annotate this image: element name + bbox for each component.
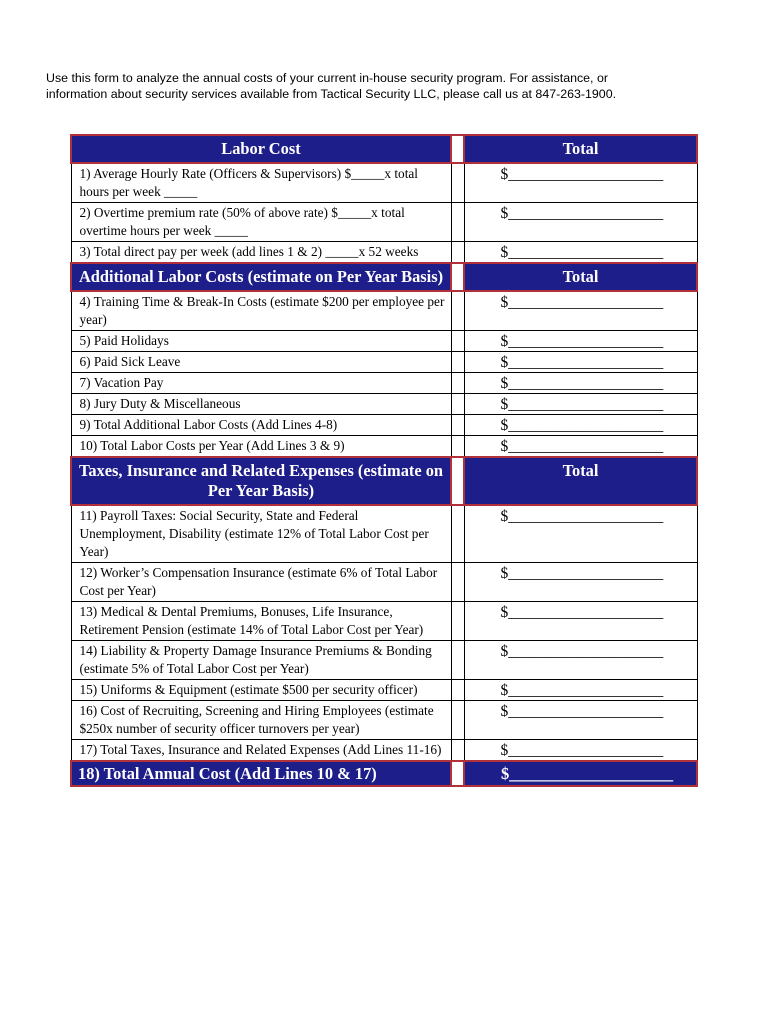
column-gap xyxy=(451,680,464,701)
column-gap xyxy=(451,331,464,352)
column-gap xyxy=(451,740,464,762)
form-row xyxy=(71,242,697,264)
column-gap xyxy=(451,641,464,680)
line-item-label: 5) Paid Holidays xyxy=(71,331,451,352)
intro-line-1: Use this form to analyze the annual costs of your current in-house security program. For assistance, or xyxy=(46,71,608,85)
grand-total-row xyxy=(71,761,697,786)
column-gap xyxy=(451,373,464,394)
form-row xyxy=(71,641,697,680)
amount-blank-field[interactable]: $____________________ xyxy=(464,740,697,762)
form-row xyxy=(71,563,697,602)
amount-blank-field[interactable]: $____________________ xyxy=(464,373,697,394)
total-column-header: Total xyxy=(464,457,697,505)
amount-blank-field[interactable]: $____________________ xyxy=(464,242,697,264)
amount-blank-field[interactable]: $____________________ xyxy=(464,203,697,242)
form-row xyxy=(71,680,697,701)
amount-blank-field[interactable]: $____________________ xyxy=(464,331,697,352)
section-title: Labor Cost xyxy=(71,135,451,163)
form-row xyxy=(71,331,697,352)
form-row xyxy=(71,352,697,373)
line-item-label: 16) Cost of Recruiting, Screening and Hiring Employees (estimate $250x number of security officer turnovers per year) xyxy=(71,701,451,740)
section-title: Taxes, Insurance and Related Expenses (estimate on Per Year Basis) xyxy=(71,457,451,505)
amount-blank-field[interactable]: $____________________ xyxy=(464,352,697,373)
column-gap xyxy=(451,761,464,786)
amount-blank-field[interactable]: $____________________ xyxy=(464,163,697,203)
amount-blank-field[interactable]: $____________________ xyxy=(464,394,697,415)
section-title: Additional Labor Costs (estimate on Per Year Basis) xyxy=(71,263,451,291)
form-row xyxy=(71,291,697,331)
form-row xyxy=(71,394,697,415)
column-gap xyxy=(451,352,464,373)
amount-blank-field[interactable]: $____________________ xyxy=(464,291,697,331)
line-item-label: 3) Total direct pay per week (add lines 1 & 2) _____x 52 weeks xyxy=(71,242,451,264)
column-gap xyxy=(451,563,464,602)
amount-blank-field[interactable]: $____________________ xyxy=(464,701,697,740)
line-item-label: 12) Worker’s Compensation Insurance (estimate 6% of Total Labor Cost per Year) xyxy=(71,563,451,602)
column-gap xyxy=(451,415,464,436)
line-item-label: 9) Total Additional Labor Costs (Add Lines 4-8) xyxy=(71,415,451,436)
column-gap xyxy=(451,263,464,291)
section-header xyxy=(71,135,697,163)
amount-blank-field[interactable]: $____________________ xyxy=(464,415,697,436)
column-gap xyxy=(451,242,464,264)
line-item-label: 1) Average Hourly Rate (Officers & Supervisors) $_____x total hours per week _____ xyxy=(71,163,451,203)
total-column-header: Total xyxy=(464,135,697,163)
line-item-label: 11) Payroll Taxes: Social Security, State and Federal Unemployment, Disability (estimate 12% of Total Labor Cost per Year) xyxy=(71,505,451,563)
line-item-label: 8) Jury Duty & Miscellaneous xyxy=(71,394,451,415)
amount-blank-field[interactable]: $____________________ xyxy=(464,680,697,701)
column-gap xyxy=(451,135,464,163)
line-item-label: 6) Paid Sick Leave xyxy=(71,352,451,373)
grand-total-amount-field[interactable]: $____________________ xyxy=(464,761,697,786)
form-row xyxy=(71,373,697,394)
line-item-label: 2) Overtime premium rate (50% of above rate) $_____x total overtime hours per week _____ xyxy=(71,203,451,242)
line-item-label: 14) Liability & Property Damage Insurance Premiums & Bonding (estimate 5% of Total Labor Cost per Year) xyxy=(71,641,451,680)
line-item-label: 7) Vacation Pay xyxy=(71,373,451,394)
line-item-label: 17) Total Taxes, Insurance and Related Expenses (Add Lines 11-16) xyxy=(71,740,451,762)
form-row xyxy=(71,505,697,563)
intro-text xyxy=(46,70,736,102)
column-gap xyxy=(451,394,464,415)
column-gap xyxy=(451,457,464,505)
line-item-label: 15) Uniforms & Equipment (estimate $500 per security officer) xyxy=(71,680,451,701)
section-header xyxy=(71,457,697,505)
form-row xyxy=(71,415,697,436)
line-item-label: 4) Training Time & Break-In Costs (estimate $200 per employee per year) xyxy=(71,291,451,331)
form-row xyxy=(71,163,697,203)
column-gap xyxy=(451,505,464,563)
amount-blank-field[interactable]: $____________________ xyxy=(464,505,697,563)
form-row xyxy=(71,602,697,641)
column-gap xyxy=(451,163,464,203)
amount-blank-field[interactable]: $____________________ xyxy=(464,563,697,602)
column-gap xyxy=(451,203,464,242)
grand-total-label: 18) Total Annual Cost (Add Lines 10 & 17) xyxy=(71,761,451,786)
total-column-header: Total xyxy=(464,263,697,291)
form-row xyxy=(71,701,697,740)
form-row xyxy=(71,740,697,762)
column-gap xyxy=(451,436,464,458)
column-gap xyxy=(451,602,464,641)
line-item-label: 10) Total Labor Costs per Year (Add Lines 3 & 9) xyxy=(71,436,451,458)
form-row xyxy=(71,436,697,458)
form-row xyxy=(71,203,697,242)
intro-line-2: information about security services available from Tactical Security LLC, please call us at 847-263-1900. xyxy=(46,87,617,101)
column-gap xyxy=(451,701,464,740)
cost-analysis-form xyxy=(70,134,698,787)
column-gap xyxy=(451,291,464,331)
amount-blank-field[interactable]: $____________________ xyxy=(464,641,697,680)
line-item-label: 13) Medical & Dental Premiums, Bonuses, Life Insurance, Retirement Pension (estimate 14% of Total Labor Cost per Year) xyxy=(71,602,451,641)
amount-blank-field[interactable]: $____________________ xyxy=(464,436,697,458)
section-header xyxy=(71,263,697,291)
amount-blank-field[interactable]: $____________________ xyxy=(464,602,697,641)
